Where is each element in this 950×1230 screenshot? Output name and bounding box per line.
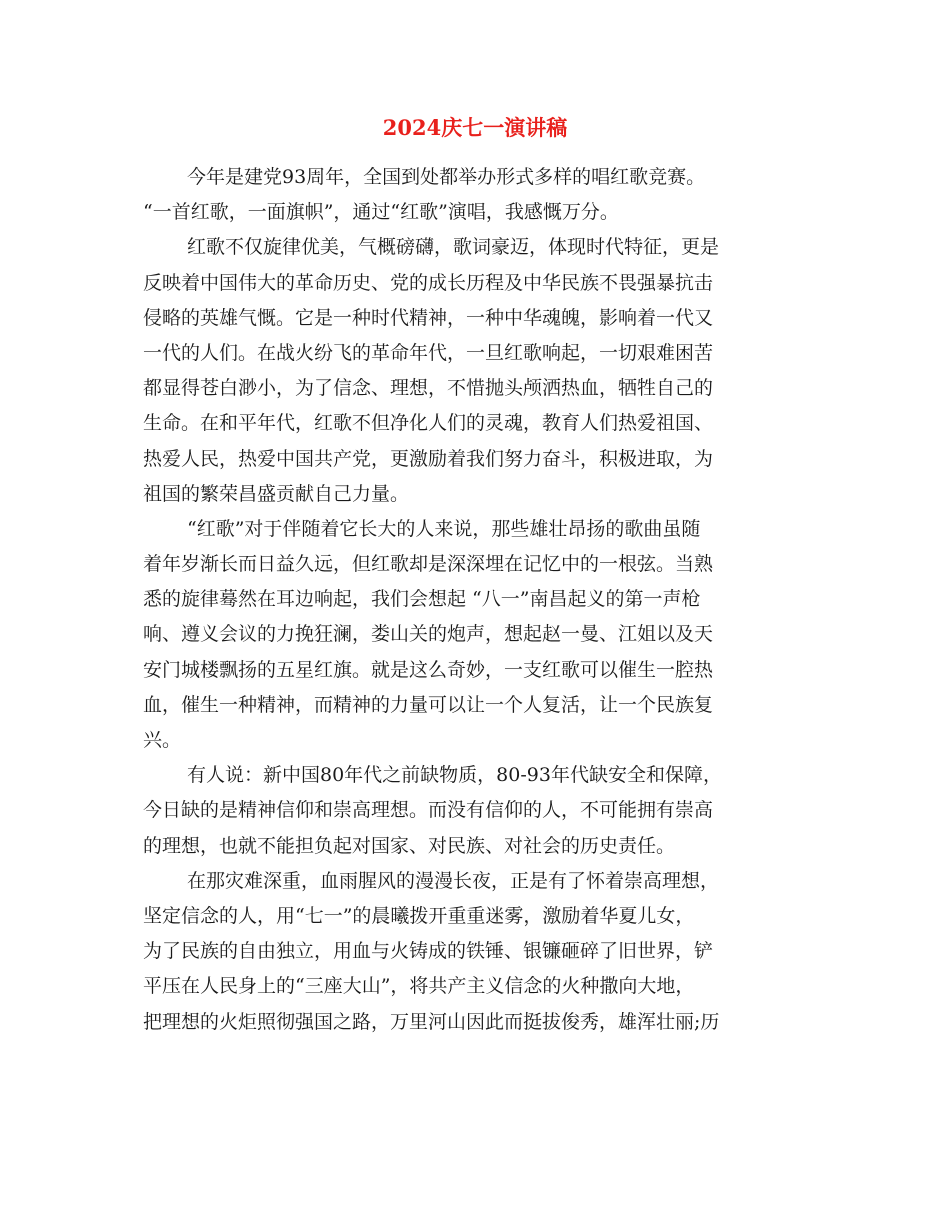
text-line: 响、遵义会议的力挽狂澜，娄山关的炮声，想起赵一曼、江姐以及天 xyxy=(143,623,714,646)
text-line: 把理想的火炬照彻强国之路，万里河山因此而挺拔俊秀，雄浑壮丽;历 xyxy=(143,1010,720,1033)
text-line: 红歌不仅旋律优美，气概磅礴，歌词豪迈，体现时代特征，更是 xyxy=(187,236,720,259)
text-line: 都显得苍白渺小，为了信念、理想，不惜抛头颅洒热血，牺牲自己的 xyxy=(143,377,714,400)
text-line: 为了民族的自由独立，用血与火铸成的铁锤、银镰砸碎了旧世界，铲 xyxy=(143,940,714,963)
text-line: 血，催生一种精神，而精神的力量可以让一个人复活，让一个民族复 xyxy=(143,693,714,716)
text-line: 在那灾难深重，血雨腥风的漫漫长夜，正是有了怀着崇高理想， xyxy=(187,869,720,892)
text-line: 悉的旋律蓦然在耳边响起，我们会想起 “八一”南昌起义的第一声枪 xyxy=(143,588,701,611)
text-line: 坚定信念的人，用“七一”的晨曦拨开重重迷雾，激励着华夏儿女， xyxy=(143,904,695,927)
text-line: 反映着中国伟大的革命历史、党的成长历程及中华民族不畏强暴抗击 xyxy=(143,271,714,294)
text-line: 侵略的英雄气慨。它是一种时代精神，一种中华魂魄，影响着一代又 xyxy=(143,306,714,329)
text-line: 今日缺的是精神信仰和崇高理想。而没有信仰的人，不可能拥有崇高 xyxy=(143,799,714,822)
document-body xyxy=(143,160,808,1040)
document-title: 2024庆七一演讲稿 xyxy=(382,115,568,140)
text-line: “一首红歌，一面旗帜”，通过“红歌”演唱，我感慨万分。 xyxy=(143,201,619,224)
text-line: “红歌”对于伴随着它长大的人来说，那些雄壮昂扬的歌曲虽随 xyxy=(187,517,701,540)
text-line: 兴。 xyxy=(143,729,182,751)
text-line: 平压在人民身上的“三座大山”，将共产主义信念的火种撒向大地， xyxy=(143,975,695,998)
text-line: 一代的人们。在战火纷飞的革命年代，一旦红歌响起，一切艰难困苦 xyxy=(143,341,714,364)
text-line: 祖国的繁荣昌盛贡献自己力量。 xyxy=(143,482,410,505)
text-line: 生命。在和平年代，红歌不但净化人们的灵魂，教育人们热爱祖国、 xyxy=(143,412,714,435)
text-line: 安门城楼飘扬的五星红旗。就是这么奇妙，一支红歌可以催生一腔热 xyxy=(143,658,714,681)
text-line: 有人说：新中国80年代之前缺物质，80-93年代缺安全和保障， xyxy=(187,764,722,787)
text-line: 的理想，也就不能担负起对国家、对民族、对社会的历史责任。 xyxy=(143,834,676,857)
text-line: 着年岁渐长而日益久远，但红歌却是深深埋在记忆中的一根弦。当熟 xyxy=(143,553,714,576)
text-line: 热爱人民，热爱中国共产党，更激励着我们努力奋斗，积极进取，为 xyxy=(143,447,714,470)
text-line: 今年是建党93周年，全国到处都举办形式多样的唱红歌竞赛。 xyxy=(187,166,706,188)
